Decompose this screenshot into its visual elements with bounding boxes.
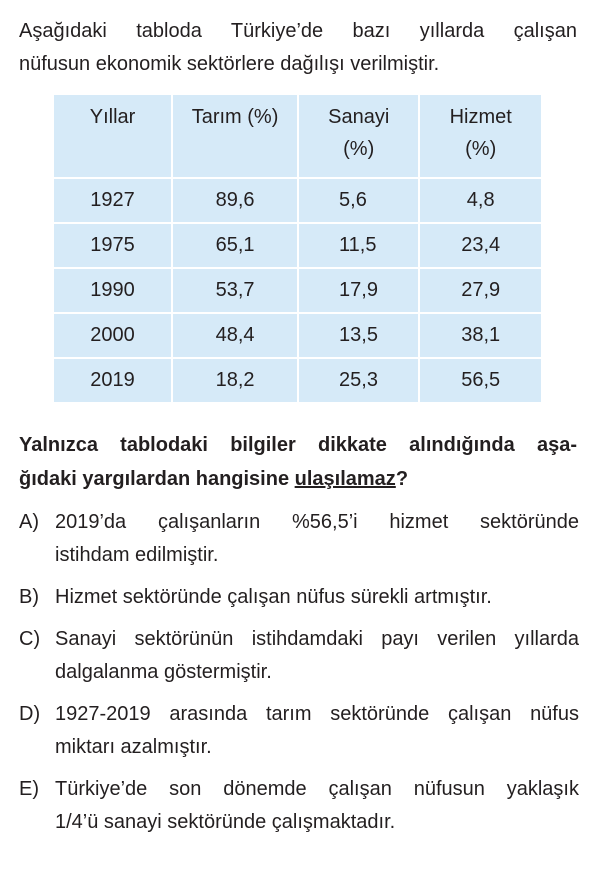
agriculture-cell: 53,7 [172, 268, 298, 313]
answer-options [19, 506, 579, 848]
table-row [53, 358, 542, 403]
option-text-line-1: 1927-2019 arasında tarım sektöründe çalışan nüfus [55, 703, 579, 725]
industry-cell: 11,5 [298, 223, 419, 268]
industry-cell: 5,6 [298, 178, 419, 223]
services-cell: 38,1 [419, 313, 542, 358]
industry-cell: 13,5 [298, 313, 419, 358]
option-letter: A) [19, 511, 39, 533]
services-cell: 23,4 [419, 223, 542, 268]
option-letter: E) [19, 778, 39, 800]
question-line-2: ğıdaki yargılardan hangisine ulaşılamaz? [19, 468, 409, 490]
option-text-line-2: dalgalanma göstermiştir. [55, 661, 272, 683]
option-e[interactable] [19, 773, 579, 839]
option-letter: B) [19, 586, 39, 608]
industry-cell: 17,9 [298, 268, 419, 313]
option-d[interactable] [19, 698, 579, 764]
table-header-row [53, 94, 542, 178]
agriculture-cell: 18,2 [172, 358, 298, 403]
intro-line-1: Aşağıdaki tabloda Türkiye’de bazı yıllarda çalışan [19, 20, 577, 42]
header-years: Yıllar [53, 94, 172, 178]
intro-line-2: nüfusun ekonomik sektörlere dağılışı verilmiştir. [19, 53, 440, 75]
year-cell: 2019 [53, 358, 172, 403]
agriculture-cell: 48,4 [172, 313, 298, 358]
industry-cell: 25,3 [298, 358, 419, 403]
underlined-keyword: ulaşılamaz [294, 468, 396, 490]
table-row [53, 313, 542, 358]
option-c[interactable] [19, 623, 579, 689]
sector-distribution-table [52, 93, 543, 404]
option-text-line-2: istihdam edilmiştir. [55, 544, 219, 566]
option-b[interactable] [19, 581, 579, 614]
year-cell: 2000 [53, 313, 172, 358]
agriculture-cell: 89,6 [172, 178, 298, 223]
table-row [53, 223, 542, 268]
services-cell: 56,5 [419, 358, 542, 403]
option-text-line-2: 1/4’ü sanayi sektöründe çalışmaktadır. [55, 811, 396, 833]
services-cell: 4,8 [419, 178, 542, 223]
header-services: Hizmet (%) [419, 94, 542, 178]
table-row [53, 268, 542, 313]
option-text-line-1: Türkiye’de son dönemde çalışan nüfusun yaklaşık [55, 778, 579, 800]
year-cell: 1975 [53, 223, 172, 268]
option-letter: C) [19, 628, 41, 650]
intro-text [19, 15, 577, 81]
option-text-line-2: miktarı azalmıştır. [55, 736, 212, 758]
agriculture-cell: 65,1 [172, 223, 298, 268]
services-cell: 27,9 [419, 268, 542, 313]
header-agriculture: Tarım (%) [172, 94, 298, 178]
question-stem [19, 428, 577, 496]
header-industry: Sanayi (%) [298, 94, 419, 178]
option-text-line-1: Sanayi sektörünün istihdamdaki payı verilen yıllarda [55, 628, 579, 650]
option-a[interactable] [19, 506, 579, 572]
question-line-1: Yalnızca tablodaki bilgiler dikkate alındığında aşa- [19, 434, 577, 456]
option-text-line-1: 2019’da çalışanların %56,5’i hizmet sektöründe [55, 511, 579, 533]
table-row [53, 178, 542, 223]
option-text-line-1: Hizmet sektöründe çalışan nüfus sürekli artmıştır. [55, 586, 492, 608]
year-cell: 1990 [53, 268, 172, 313]
year-cell: 1927 [53, 178, 172, 223]
option-letter: D) [19, 703, 41, 725]
